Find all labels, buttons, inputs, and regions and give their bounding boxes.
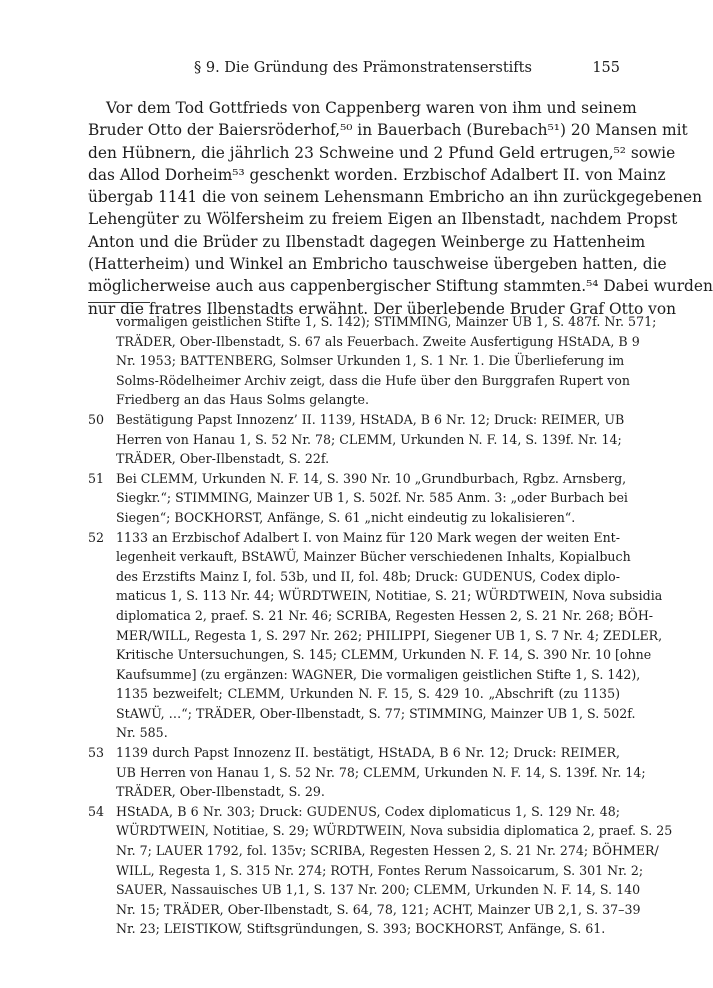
footnote-text: Bei CLEMM, Urkunden N. F. 14, S. 390 Nr. 10 „Grundburbach, Rgbz. Arnsberg, <box>116 470 627 486</box>
footnote-line <box>88 723 620 743</box>
footnote-number: 53 <box>88 745 105 761</box>
footnote-line <box>88 900 641 920</box>
text-line: Bruder Otto der Baiersröderhof,⁵⁰ in Bauerbach (Burebach⁵¹) 20 Mansen mit <box>88 121 688 140</box>
main-text <box>88 97 713 320</box>
footnote-text: Nr. 15; TRÄDER, Ober-Ilbenstadt, S. 64, 78, 121; ACHT, Mainzer UB 2,1, S. 37–39 <box>116 901 641 917</box>
footnote-line <box>88 488 628 508</box>
footnote-line <box>88 508 620 528</box>
footnote-text: Herren von Hanau 1, S. 52 Nr. 78; CLEMM, Urkunden N. F. 14, S. 139f. Nr. 14; <box>116 431 622 447</box>
footnote-line <box>88 763 646 783</box>
footnote-number: 51 <box>88 470 105 486</box>
text-line: Lehengüter zu Wölfersheim zu freiem Eigen an Ilbenstadt, nachdem Propst <box>88 210 678 229</box>
footnote-text: Kritische Untersuchungen, S. 145; CLEMM, Urkunden N. F. 14, S. 390 Nr. 10 [ohne <box>116 647 652 663</box>
footnote-line <box>88 821 673 841</box>
text-line: den Hübnern, die jährlich 23 Schweine und 2 Pfund Geld ertrugen,⁵² sowie <box>88 143 676 162</box>
footnote-text: vormaligen geistlichen Stifte 1, S. 142); STIMMING, Mainzer UB 1, S. 487f. Nr. 571; <box>116 314 657 329</box>
footnote-line <box>88 449 620 469</box>
text-line: übergab 1141 die von seinem Lehensmann Embricho an ihn zurückgegebenen <box>88 188 703 207</box>
footnote-text: Solms-Rödelheimer Archiv zeigt, dass die Hufe über den Burggrafen Rupert von <box>116 372 630 388</box>
footnote-text: Nr. 585. <box>116 725 168 741</box>
footnote-text: TRÄDER, Ober-Ilbenstadt, S. 67 als Feuerbach. Zweite Ausfertigung HStADA, B 9 <box>116 333 640 349</box>
footnote-line <box>88 547 631 567</box>
footnote-text: SAUER, Nassauisches UB 1,1, S. 137 Nr. 200; CLEMM, Urkunden N. F. 14, S. 140 <box>116 882 641 898</box>
footnote-text: Nr. 1953; BATTENBERG, Solmser Urkunden 1, S. 1 Nr. 1. Die Überlieferung im <box>116 353 625 369</box>
footnote-text: 1139 durch Papst Innozenz II. bestätigt, HStADA, B 6 Nr. 12; Druck: REIMER, <box>116 745 620 761</box>
footnote-line <box>88 390 620 410</box>
footnote-text: legenheit verkauft, BStAWÜ, Mainzer Bücher verschiedenen Inhalts, Kopialbuch <box>116 549 631 565</box>
footnote-number: 52 <box>88 529 105 545</box>
footnote-line <box>88 469 627 489</box>
footnote-text: TRÄDER, Ober-Ilbenstadt, S. 22f. <box>116 451 330 467</box>
footnote-line <box>88 332 640 352</box>
footnote-line <box>88 410 625 430</box>
footnote-text: Bestätigung Papst Innozenz’ II. 1139, HStADA, B 6 Nr. 12; Druck: REIMER, UB <box>116 411 625 427</box>
footnote-text: Siegen“; BOCKHORST, Anfänge, S. 61 „nicht eindeutig zu lokalisieren“. <box>116 509 576 525</box>
footnote-text: WILL, Regesta 1, S. 315 Nr. 274; ROTH, Fontes Rerum Nassoicarum, S. 301 Nr. 2; <box>116 862 644 878</box>
footnote-number: 54 <box>88 803 105 819</box>
text-line: nur die fratres Ilbenstadts erwähnt. Der überlebende Bruder Graf Otto von <box>88 299 676 318</box>
footnote-text: Siegkr.“; STIMMING, Mainzer UB 1, S. 502f. Nr. 585 Anm. 3: „oder Burbach bei <box>116 490 628 506</box>
footnote-text: WÜRDTWEIN, Notitiae, S. 29; WÜRDTWEIN, Nova subsidia diplomatica 2, praef. S. 25 <box>116 823 673 839</box>
footnote-line <box>88 567 620 587</box>
footnote-text: StAWÜ, …“; TRÄDER, Ober-Ilbenstadt, S. 77; STIMMING, Mainzer UB 1, S. 502f. <box>116 705 636 721</box>
footnote-line <box>88 312 657 332</box>
footnote-text: UB Herren von Hanau 1, S. 52 Nr. 78; CLEMM, Urkunden N. F. 14, S. 139f. Nr. 14; <box>116 764 646 780</box>
footnote-line <box>88 704 636 724</box>
footnote-text: des Erzstifts Mainz I, fol. 53b, und II, fol. 48b; Druck: GUDENUS, Codex diplo- <box>116 568 620 584</box>
footnote-text: Nr. 7; LAUER 1792, fol. 135v; SCRIBA, Regesten Hessen 2, S. 21 Nr. 274; BÖHMER/ <box>116 843 659 859</box>
running-head-title: § 9. Die Gründung des Prämonstratenserstifts <box>194 60 532 76</box>
footnote-text: MER/WILL, Regesta 1, S. 297 Nr. 262; PHILIPPI, Siegener UB 1, S. 7 Nr. 4; ZEDLER, <box>116 627 663 643</box>
footnote-text: 1135 bezweifelt; CLEMM, Urkunden N. F. 15, S. 429 10. „Abschrift (zu 1135) <box>116 686 620 702</box>
footnote-line <box>88 528 620 548</box>
footnote-text: Friedberg an das Haus Solms gelangte. <box>116 392 370 408</box>
footnote-text: Nr. 23; LEISTIKOW, Stiftsgründungen, S. 393; BOCKHORST, Anfänge, S. 61. <box>116 921 606 937</box>
page-number: 155 <box>592 60 620 76</box>
footnote-text: HStADA, B 6 Nr. 303; Druck: GUDENUS, Codex diplomaticus 1, S. 129 Nr. 48; <box>116 803 620 819</box>
footnote-line <box>88 371 630 391</box>
footnote-line <box>88 430 620 450</box>
footnote-text: diplomatica 2, praef. S. 21 Nr. 46; SCRIBA, Regesten Hessen 2, S. 21 Nr. 268; BÖH- <box>116 607 654 623</box>
text-line: das Allod Dorheim⁵³ geschenkt worden. Erzbischof Adalbert II. von Mainz <box>88 165 666 184</box>
footnote-line <box>88 880 641 900</box>
text-line: Anton und die Brüder zu Ilbenstadt dagegen Weinberge zu Hattenheim <box>88 232 646 251</box>
text-line: Vor dem Tod Gottfrieds von Cappenberg waren von ihm und seinem <box>106 99 637 117</box>
footnote-number: 50 <box>88 411 105 427</box>
footnote-line <box>88 919 620 939</box>
footnote-line <box>88 645 652 665</box>
footnote-line <box>88 802 620 822</box>
footnote-line <box>88 782 620 802</box>
footnote-text: Kaufsumme] (zu ergänzen: WAGNER, Die vormaligen geistlichen Stifte 1, S. 142), <box>116 666 641 682</box>
footnote-line <box>88 665 641 685</box>
footnote-text: maticus 1, S. 113 Nr. 44; WÜRDTWEIN, Notitiae, S. 21; WÜRDTWEIN, Nova subsidia <box>116 588 663 604</box>
footnotes <box>88 312 673 939</box>
footnote-line <box>88 841 659 861</box>
footnote-line <box>88 586 663 606</box>
footnote-text: TRÄDER, Ober-Ilbenstadt, S. 29. <box>116 784 325 800</box>
text-line: (Hatterheim) und Winkel an Embricho tauschweise übergeben hatten, die <box>88 255 667 274</box>
footnote-line <box>88 743 620 763</box>
text-line: möglicherweise auch aus cappenbergischer Stiftung stammten.⁵⁴ Dabei wurden <box>88 277 713 296</box>
footnote-separator <box>88 302 150 303</box>
footnote-line <box>88 606 654 626</box>
footnote-text: 1133 an Erzbischof Adalbert I. von Mainz für 120 Mark wegen der weiten Ent- <box>116 529 620 545</box>
footnote-line <box>88 351 625 371</box>
footnote-line <box>88 684 620 704</box>
footnote-line <box>88 861 644 881</box>
footnote-line <box>88 626 663 646</box>
running-head <box>88 60 620 82</box>
